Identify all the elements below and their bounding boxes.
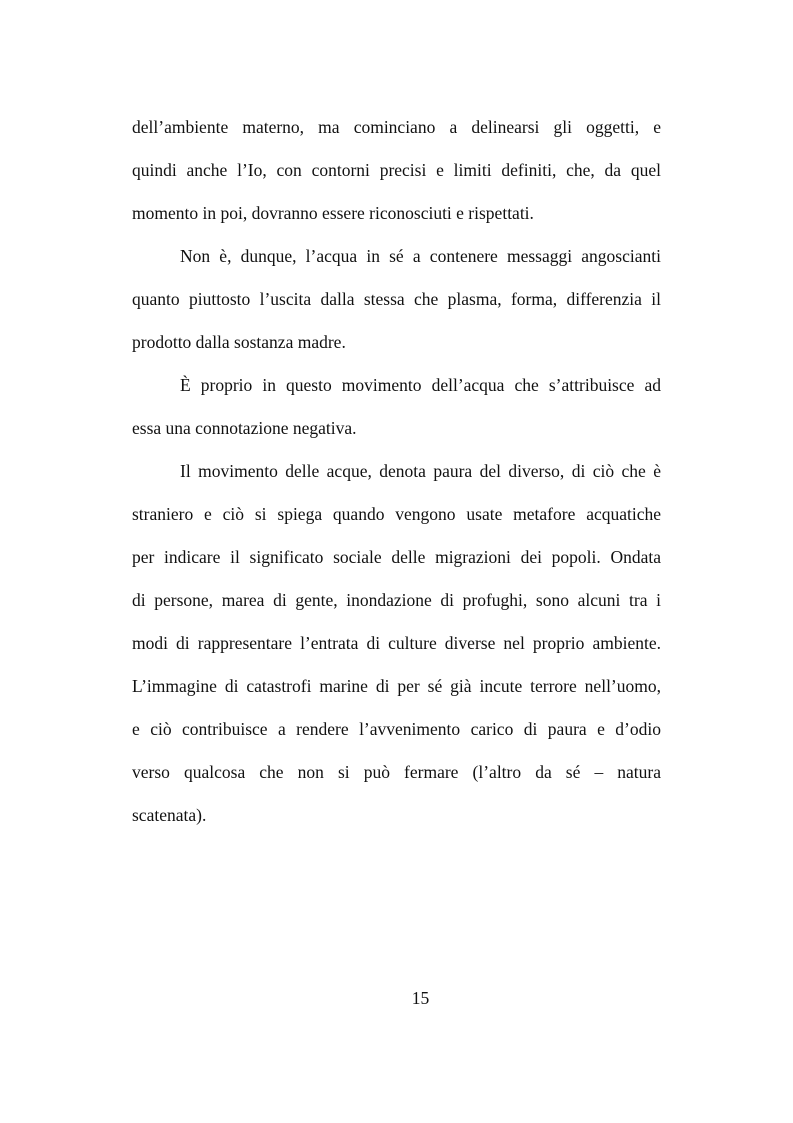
text-line: Il movimento delle acque, denota paura del diverso, di ciò che è <box>180 461 661 481</box>
text-line: momento in poi, dovranno essere riconosciuti e rispettati. <box>132 203 534 223</box>
text-line: È proprio in questo movimento dell’acqua che s’attribuisce ad <box>180 375 661 395</box>
text-line: quanto piuttosto l’uscita dalla stessa che plasma, forma, differenzia il <box>132 289 661 309</box>
text-line: L’immagine di catastrofi marine di per sé già incute terrore nell’uomo, <box>132 676 661 696</box>
text-line: straniero e ciò si spiega quando vengono usate metafore acquatiche <box>132 504 661 524</box>
text-line: verso qualcosa che non si può fermare (l’altro da sé – natura <box>132 762 661 782</box>
text-line: dell’ambiente materno, ma cominciano a delinearsi gli oggetti, e <box>132 117 661 137</box>
text-line: per indicare il significato sociale delle migrazioni dei popoli. Ondata <box>132 547 661 567</box>
body-text <box>132 110 661 841</box>
text-line: Non è, dunque, l’acqua in sé a contenere messaggi angoscianti <box>180 246 661 266</box>
text-line: essa una connotazione negativa. <box>132 418 357 438</box>
text-line: prodotto dalla sostanza madre. <box>132 332 346 352</box>
page-number: 15 <box>411 988 430 1008</box>
text-line: e ciò contribuisce a rendere l’avvenimento carico di paura e d’odio <box>132 719 661 739</box>
text-line: di persone, marea di gente, inondazione di profughi, sono alcuni tra i <box>132 590 661 610</box>
text-line: scatenata). <box>132 805 207 825</box>
text-line: modi di rappresentare l’entrata di culture diverse nel proprio ambiente. <box>132 633 661 653</box>
text-line: quindi anche l’Io, con contorni precisi e limiti definiti, che, da quel <box>132 160 661 180</box>
